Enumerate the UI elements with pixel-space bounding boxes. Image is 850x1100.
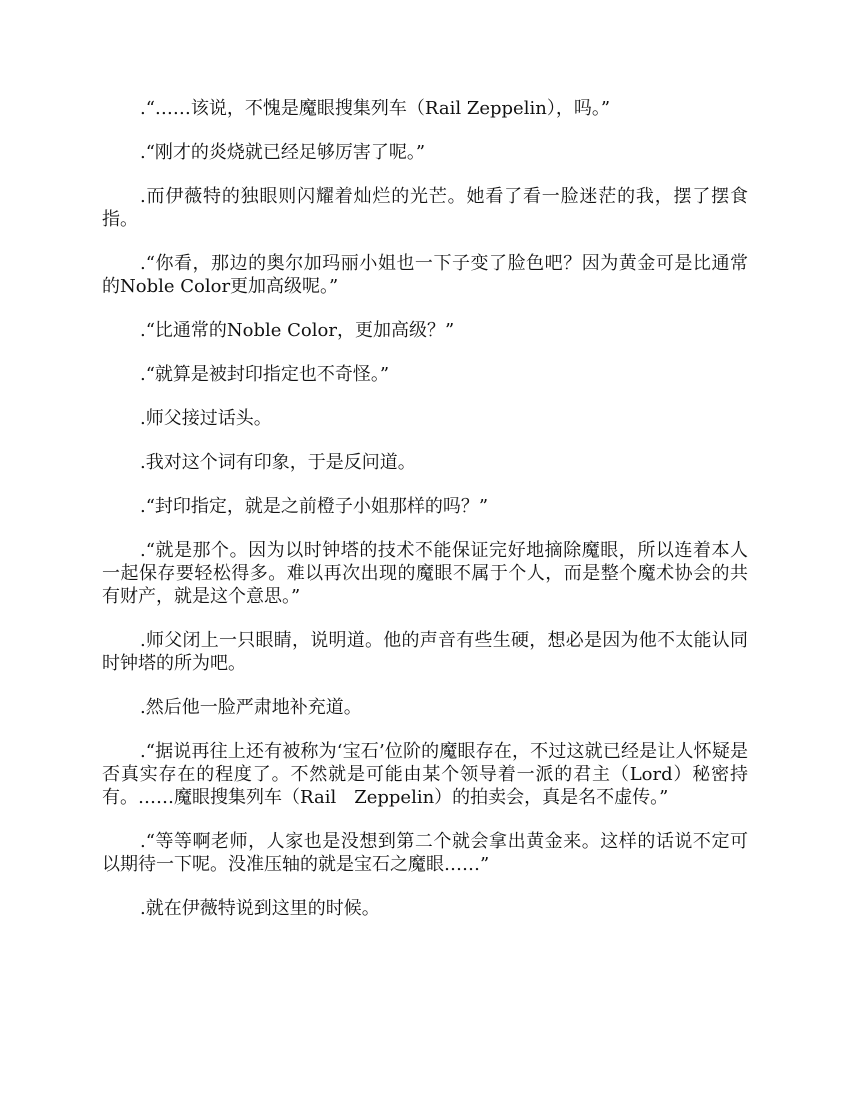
paragraph: .“……该说，不愧是魔眼搜集列车（Rail Zeppelin），吗。” [140, 98, 611, 119]
paragraph: .“封印指定，就是之前橙子小姐那样的吗？” [140, 496, 489, 517]
paragraph: .“比通常的Noble Color，更加高级？” [140, 320, 455, 341]
paragraph: .“就算是被封印指定也不奇怪。” [140, 364, 390, 385]
paragraph: .我对这个词有印象，于是反问道。 [140, 452, 416, 473]
paragraph: .然后他一脸严肃地补充道。 [140, 697, 362, 718]
paragraph: .师父闭上一只眼睛，说明道。他的声音有些生硬，想必是因为他不太能认同时钟塔的所为吧。 [102, 630, 748, 674]
paragraph: .“据说再往上还有被称为‘宝石’位阶的魔眼存在，不过这就已经是让人怀疑是否真实存在的程度了。不然就是可能由某个领导着一派的君主（Lord）秘密持有。……魔眼搜集列车（Rail Zeppelin）的拍卖会，真是名不虚传。” [102, 741, 748, 808]
paragraph: .就在伊薇特说到这里的时候。 [140, 898, 380, 919]
paragraph: .“刚才的炎烧就已经足够厉害了呢。” [140, 142, 426, 163]
paragraph: .师父接过话头。 [140, 408, 272, 429]
text-body [102, 97, 748, 941]
paragraph: .“等等啊老师，人家也是没想到第二个就会拿出黄金来。这样的话说不定可以期待一下呢。没准压轴的就是宝石之魔眼……” [102, 831, 748, 875]
paragraph: .而伊薇特的独眼则闪耀着灿烂的光芒。她看了看一脸迷茫的我，摆了摆食指。 [102, 186, 748, 230]
paragraph: .“就是那个。因为以时钟塔的技术不能保证完好地摘除魔眼，所以连着本人一起保存要轻松得多。难以再次出现的魔眼不属于个人，而是整个魔术协会的共有财产，就是这个意思。” [102, 540, 748, 607]
paragraph: .“你看，那边的奥尔加玛丽小姐也一下子变了脸色吧？因为黄金可是比通常的Noble Color更加高级呢。” [102, 253, 748, 297]
